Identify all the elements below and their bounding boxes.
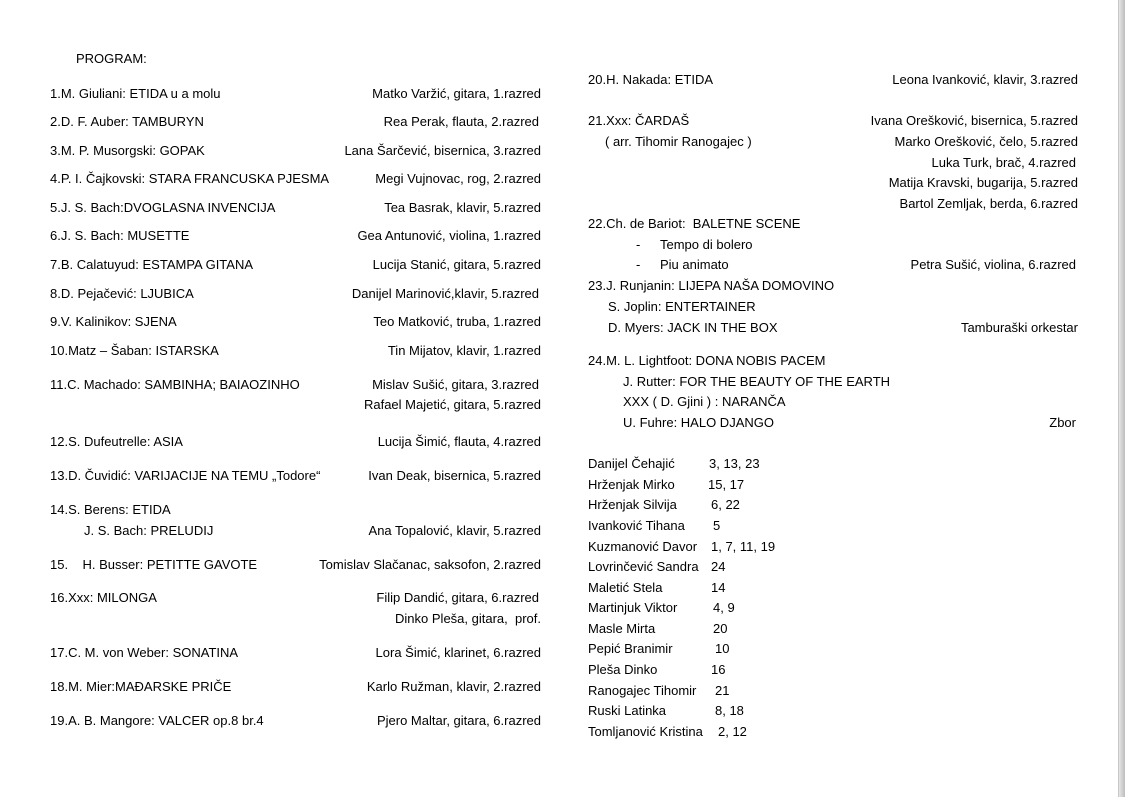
program-performer: Lucija Stanić, gitara, 5.razred <box>372 257 541 272</box>
program-piece: J. Rutter: FOR THE BEAUTY OF THE EARTH <box>623 374 891 389</box>
program-piece: 2.D. F. Auber: TAMBURYN <box>50 114 204 129</box>
movement-title: Piu animato <box>660 257 729 272</box>
program-piece: J. S. Bach: PRELUDIJ <box>84 523 214 538</box>
program-piece: 8.D. Pejačević: LJUBICA <box>50 286 194 301</box>
program-piece: 7.B. Calatuyud: ESTAMPA GITANA <box>50 257 254 272</box>
teacher-numbers: 8, 18 <box>715 703 744 718</box>
program-performer: Karlo Ružman, klavir, 2.razred <box>366 679 541 694</box>
program-piece: 5.J. S. Bach:DVOGLASNA INVENCIJA <box>50 200 276 215</box>
program-performer: Tomislav Slačanac, saksofon, 2.razred <box>319 557 541 572</box>
program-performer: Matija Kravski, bugarija, 5.razred <box>888 175 1078 190</box>
program-piece: 4.P. I. Čajkovski: STARA FRANCUSKA PJESMA <box>50 171 330 186</box>
program-performer: Gea Antunović, violina, 1.razred <box>357 228 541 243</box>
program-performer: Ana Topalović, klavir, 5.razred <box>368 523 541 538</box>
program-piece: 10.Matz – Šaban: ISTARSKA <box>50 343 219 358</box>
program-performer: Lora Šimić, klarinet, 6.razred <box>375 645 541 660</box>
teacher-numbers: 16 <box>711 662 726 677</box>
teacher-numbers: 3, 13, 23 <box>709 456 760 471</box>
teacher-numbers: 15, 17 <box>708 477 745 492</box>
movement-title: Tempo di bolero <box>660 237 753 252</box>
program-performer: Rafael Majetić, gitara, 5.razred <box>363 397 541 412</box>
teacher-name: Hrženjak Mirko <box>588 477 675 492</box>
program-performer: Filip Dandić, gitara, 6.razred <box>376 590 539 605</box>
program-performer: Teo Matković, truba, 1.razred <box>373 314 541 329</box>
program-piece: 21.Xxx: ČARDAŠ <box>588 113 690 128</box>
teacher-numbers: 2, 12 <box>718 724 747 739</box>
program-piece: 24.M. L. Lightfoot: DONA NOBIS PACEM <box>588 353 826 368</box>
teacher-name: Pepić Branimir <box>588 641 673 656</box>
program-piece: 1.M. Giuliani: ETIDA u a molu <box>50 86 221 101</box>
teacher-name: Maletić Stela <box>588 580 663 595</box>
program-piece: 11.C. Machado: SAMBINHA; BAIAOZINHO <box>50 377 300 392</box>
program-performer: Leona Ivanković, klavir, 3.razred <box>892 72 1078 87</box>
program-performer: Mislav Sušić, gitara, 3.razred <box>372 377 539 392</box>
teacher-name: Martinjuk Viktor <box>588 600 678 615</box>
program-performer: Matko Varžić, gitara, 1.razred <box>372 86 541 101</box>
teacher-name: Masle Mirta <box>588 621 656 636</box>
page-edge <box>1118 0 1125 797</box>
program-piece: XXX ( D. Gjini ) : NARANČA <box>623 394 786 409</box>
teacher-numbers: 21 <box>715 683 730 698</box>
arrangement-note: ( arr. Tihomir Ranogajec ) <box>605 134 752 149</box>
teacher-numbers: 20 <box>713 621 728 636</box>
list-dash: - <box>636 257 641 272</box>
teacher-name: Ivanković Tihana <box>588 518 685 533</box>
program-piece: 6.J. S. Bach: MUSETTE <box>50 228 190 243</box>
program-heading: PROGRAM: <box>76 51 147 66</box>
teacher-numbers: 1, 7, 11, 19 <box>711 539 776 554</box>
teacher-numbers: 24 <box>711 559 726 574</box>
teacher-name: Hrženjak Silvija <box>588 497 677 512</box>
teacher-numbers: 10 <box>715 641 730 656</box>
program-performer: Lana Šarčević, bisernica, 3.razred <box>344 143 541 158</box>
program-performer: Bartol Zemljak, berda, 6.razred <box>899 196 1078 211</box>
program-performer: Pjero Maltar, gitara, 6.razred <box>376 713 541 728</box>
program-piece: 12.S. Dufeutrelle: ASIA <box>50 434 183 449</box>
program-performer: Tamburaški orkestar <box>960 320 1078 335</box>
program-performer: Ivan Deak, bisernica, 5.razred <box>368 468 541 483</box>
program-piece: 17.C. M. von Weber: SONATINA <box>50 645 239 660</box>
teacher-numbers: 4, 9 <box>713 600 735 615</box>
program-piece: 23.J. Runjanin: LIJEPA NAŠA DOMOVINO <box>588 278 835 293</box>
program-performer: Petra Sušić, violina, 6.razred <box>910 257 1076 272</box>
program-piece: 15. H. Busser: PETITTE GAVOTE <box>50 557 258 572</box>
program-performer: Luka Turk, brač, 4.razred <box>931 155 1076 170</box>
program-piece: 14.S. Berens: ETIDA <box>50 502 171 517</box>
program-piece: U. Fuhre: HALO DJANGO <box>623 415 774 430</box>
program-performer: Megi Vujnovac, rog, 2.razred <box>375 171 541 186</box>
list-dash: - <box>636 237 641 252</box>
program-piece: 22.Ch. de Bariot: BALETNE SCENE <box>588 216 801 231</box>
program-performer: Ivana Orešković, bisernica, 5.razred <box>870 113 1078 128</box>
teacher-numbers: 5 <box>713 518 721 533</box>
program-performer: Dinko Pleša, gitara, prof. <box>395 611 541 626</box>
program-piece: S. Joplin: ENTERTAINER <box>608 299 756 314</box>
program-performer: Marko Orešković, čelo, 5.razred <box>894 134 1078 149</box>
program-performer: Zbor <box>1049 415 1076 430</box>
program-piece: 13.D. Čuvidić: VARIJACIJE NA TEMU „Todore“ <box>50 468 321 483</box>
program-piece: 20.H. Nakada: ETIDA <box>588 72 713 87</box>
teacher-name: Ruski Latinka <box>588 703 667 718</box>
teacher-name: Danijel Čehajić <box>588 456 675 471</box>
program-piece: D. Myers: JACK IN THE BOX <box>608 320 778 335</box>
teacher-name: Tomljanović Kristina <box>588 724 703 739</box>
teacher-numbers: 14 <box>711 580 726 595</box>
program-piece: 3.M. P. Musorgski: GOPAK <box>50 143 205 158</box>
program-performer: Tin Mijatov, klavir, 1.razred <box>387 343 541 358</box>
program-performer: Danijel Marinović,klavir, 5.razred <box>351 286 539 301</box>
teacher-name: Kuzmanović Davor <box>588 539 698 554</box>
program-performer: Lucija Šimić, flauta, 4.razred <box>377 434 541 449</box>
program-piece: 9.V. Kalinikov: SJENA <box>50 314 177 329</box>
program-performer: Rea Perak, flauta, 2.razred <box>383 114 539 129</box>
program-piece: 16.Xxx: MILONGA <box>50 590 157 605</box>
program-piece: 18.M. Mier:MAĐARSKE PRIČE <box>50 679 232 694</box>
teacher-numbers: 6, 22 <box>711 497 740 512</box>
teacher-name: Lovrinčević Sandra <box>588 559 699 574</box>
teacher-name: Pleša Dinko <box>588 662 658 677</box>
program-piece: 19.A. B. Mangore: VALCER op.8 br.4 <box>50 713 264 728</box>
program-performer: Tea Basrak, klavir, 5.razred <box>384 200 541 215</box>
teacher-name: Ranogajec Tihomir <box>588 683 697 698</box>
